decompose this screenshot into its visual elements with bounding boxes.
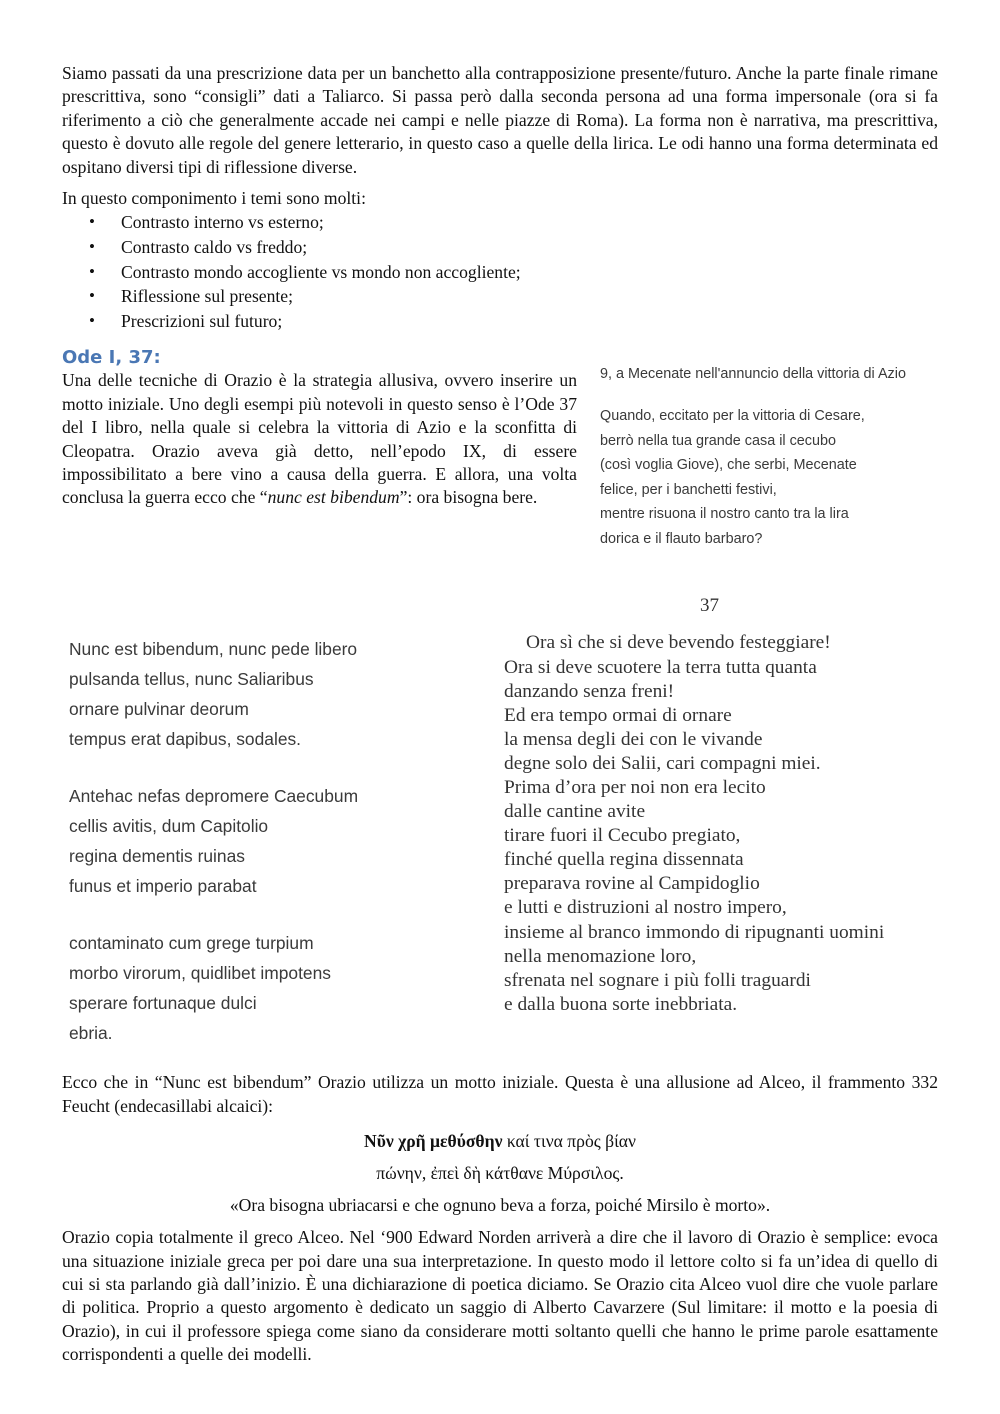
greek-line-1	[62, 1130, 938, 1152]
translation-line: Ed era tempo ormai di ornare	[504, 704, 732, 726]
translation-line: preparava rovine al Campidoglio	[504, 873, 760, 895]
latin-line: regina dementis ruinas	[69, 846, 245, 867]
alceo-paragraph: Ecco che in “Nunc est bibendum” Orazio utilizza un motto iniziale. Questa è una allusione ad Alceo, il frammento 332 Feucht (endecasillabi alcaici):	[62, 1072, 938, 1116]
ode-number: 37	[700, 595, 719, 617]
epode-line: berrò nella tua grande casa il cecubo	[600, 432, 836, 449]
translation-line: tirare fuori il Cecubo pregiato,	[504, 825, 741, 847]
intro-paragraph: Siamo passati da una prescrizione data per un banchetto alla contrapposizione presente/futuro. Anche la parte finale rimane prescrittiva, sono “consigli” dati a Taliarco. Si passa però dalla seconda persona ad una forma impersonale (ora si fa riferimento a ciò che generalmente accade nei campi e nelle piazze di Roma). La forma non è narrativa, ma prescrittiva, questo è dovuto alle regole del genere letterario, in questo caso a quelle della lirica. Le odi hanno una forma determinata ed ospitano diversi tipi di riflessione diverse.	[62, 63, 938, 177]
latin-line: cellis avitis, dum Capitolio	[69, 816, 269, 837]
translation-line: Ora si deve scuotere la terra tutta quanta	[504, 656, 817, 678]
ode-text-italic: nunc est bibendum	[267, 487, 400, 508]
latin-line: ornare pulvinar deorum	[69, 699, 249, 720]
latin-line: sperare fortunaque dulci	[69, 993, 257, 1014]
latin-line: Antehac nefas depromere Caecubum	[69, 786, 359, 807]
greek-motto: Νῦν χρῆ μεθύσθην	[364, 1131, 503, 1152]
translation-line: Ora sì che si deve bevendo festeggiare!	[526, 632, 831, 654]
final-paragraph: Orazio copia totalmente il greco Alceo. Nel ‘900 Edward Norden arriverà a dire che il lavoro di Orazio è semplice: evoca una situazione iniziale greca per poi dare una sua interpretazione. In questo modo il lettore colto si fa un’idea di quello di cui si sta parlando già dall’inizio. È una dichiarazione di poetica diciamo. Se Orazio cita Alceo vuol dire che vuole parlare di politica. Proprio a questo argomento è dedicato un saggio di Alberto Cavarzere (Sul limitare: il motto e la poesia di Orazio), in cui il professore spiega come siano da considerare motti soltanto quelli che hanno le prime parole esattamente corrispondenti a quelle dei modelli.	[62, 1227, 938, 1365]
list-item: • Contrasto interno vs esterno;	[89, 210, 938, 235]
translation-line: e lutti e distruzioni al nostro impero,	[504, 897, 787, 919]
list-item: • Contrasto caldo vs freddo;	[89, 235, 938, 260]
ode-section	[62, 366, 938, 631]
translation-line: finché quella regina dissennata	[504, 849, 744, 871]
ode-paragraph	[62, 369, 577, 509]
latin-line: contaminato cum grege turpium	[69, 933, 314, 954]
list-item: • Prescrizioni sul futuro;	[89, 309, 938, 334]
ode-text-after: ”: ora bisogna bere.	[399, 487, 538, 508]
translation-line: degne solo dei Salii, cari compagni miei.	[504, 752, 821, 774]
epode-9-title: 9, a Mecenate nell'annuncio della vittoria di Azio	[600, 366, 906, 383]
poem-section	[62, 631, 938, 1071]
latin-line: morbo virorum, quidlibet impotens	[69, 963, 331, 984]
section-heading: Ode I, 37:	[62, 347, 161, 369]
ode-text-before: Una delle tecniche di Orazio è la strategia allusiva, ovvero inserire un motto iniziale. Uno degli esempi più notevoli in questo senso è l’Ode 37 del I libro, nella quale si celebra la vittoria di Azio e la sconfitta di Cleopatra. Orazio aveva già detto, nell’epodo IX, di essere impossibilitato a bere vino a causa della guerra. E allora, una volta conclusa la guerra ecco che “	[62, 370, 577, 508]
translation-line: la mensa degli dei con le vivande	[504, 728, 763, 750]
translation-line: dalle cantine avite	[504, 801, 646, 823]
latin-line: Nunc est bibendum, nunc pede libero	[69, 639, 358, 660]
latin-line: ebria.	[69, 1023, 113, 1044]
translation-line: Prima d’ora per noi non era lecito	[504, 776, 766, 798]
translation-line: insieme al branco immondo di ripugnanti uomini	[504, 921, 885, 943]
epode-line: mentre risuona il nostro canto tra la lira	[600, 506, 849, 523]
document-page	[62, 62, 938, 1367]
latin-line: pulsanda tellus, nunc Saliaribus	[69, 669, 314, 690]
themes-list	[62, 210, 938, 333]
translation-line: danzando senza freni!	[504, 680, 675, 702]
epode-line: Quando, eccitato per la vittoria di Cesare,	[600, 408, 865, 425]
greek-line-1-rest: καί τινα πρὸς βίαν	[502, 1131, 636, 1152]
epode-line: dorica e il flauto barbaro?	[600, 530, 763, 547]
translation-line: nella menomazione loro,	[504, 945, 697, 967]
latin-line: tempus erat dapibus, sodales.	[69, 729, 302, 750]
translation-line: sfrenata nel sognare i più folli traguardi	[504, 969, 811, 991]
latin-text	[69, 634, 358, 1048]
epode-line: felice, per i banchetti festivi,	[600, 481, 777, 498]
greek-translation: «Ora bisogna ubriacarsi e che ognuno beva a forza, poiché Mirsilo è morto».	[229, 1195, 771, 1216]
epode-line: (così voglia Giove), che serbi, Mecenate	[600, 457, 857, 474]
list-item: • Riflessione sul presente;	[89, 284, 938, 309]
italian-translation	[504, 631, 884, 1017]
epode-9-excerpt	[600, 366, 950, 551]
themes-intro: In questo componimento i temi sono molti:	[62, 188, 366, 209]
greek-line-2: πώνην, ἐπεὶ δὴ κάτθανε Μύρσιλος.	[376, 1163, 624, 1184]
latin-line: funus et imperio parabat	[69, 876, 257, 897]
translation-line: e dalla buona sorte inebbriata.	[504, 993, 738, 1015]
list-item: • Contrasto mondo accogliente vs mondo non accogliente;	[89, 260, 938, 285]
